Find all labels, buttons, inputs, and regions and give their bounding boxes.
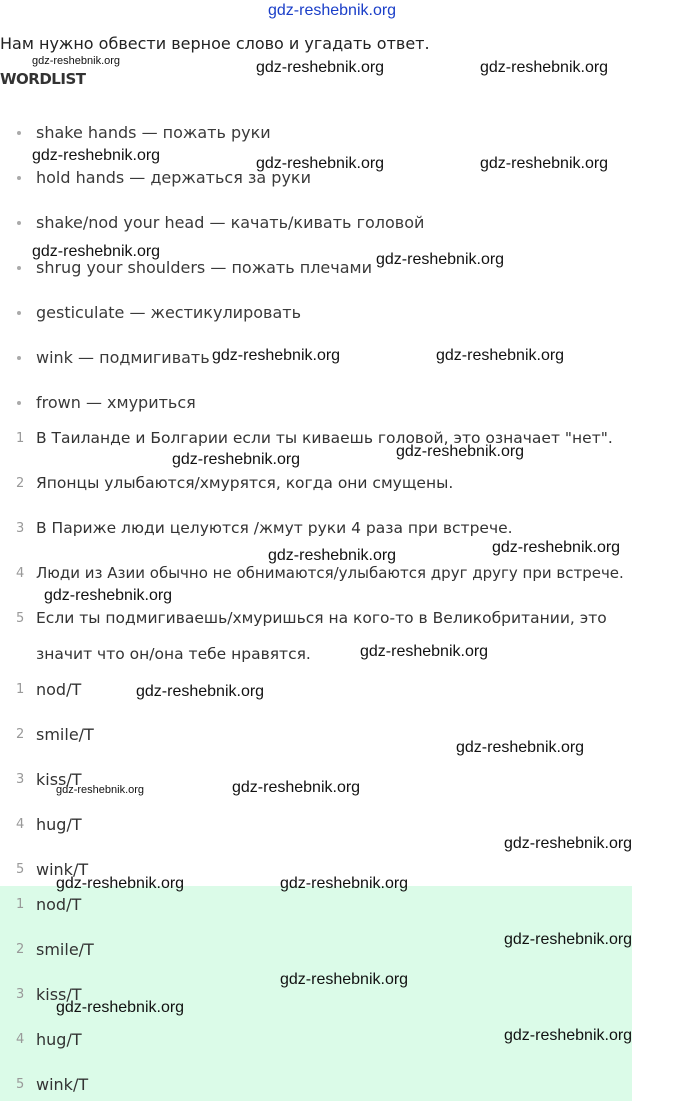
answer-number: 2 xyxy=(16,942,25,957)
wordlist-item: gesticulate — жестикулировать xyxy=(36,303,301,322)
watermark: gdz-reshebnik.org xyxy=(280,971,409,988)
answer-number: 3 xyxy=(16,772,25,787)
sentence-text-continued: значит что он/она тебе нравятся. xyxy=(36,645,311,663)
bullet-icon xyxy=(17,311,21,315)
answer-text: smile/T xyxy=(36,940,94,959)
bullet-icon xyxy=(17,401,21,405)
watermark: gdz-reshebnik.org xyxy=(44,587,173,604)
wordlist-item: hold hands — держаться за руки xyxy=(36,168,311,187)
sentence-number: 5 xyxy=(16,611,25,626)
answer-text: kiss/T xyxy=(36,985,82,1004)
bullet-icon xyxy=(17,176,21,180)
sentence-number: 1 xyxy=(16,431,25,446)
watermark: gdz-reshebnik.org xyxy=(504,835,633,852)
sentence-text: В Таиланде и Болгарии если ты киваешь головой, это означает "нет". xyxy=(36,429,613,447)
watermark: gdz-reshebnik.org xyxy=(396,443,525,460)
watermark: gdz-reshebnik.org xyxy=(32,243,161,260)
answer-number: 3 xyxy=(16,987,25,1002)
answer-text: wink/T xyxy=(36,1075,89,1094)
answer-panel-highlighted xyxy=(0,886,632,1101)
watermark: gdz-reshebnik.org xyxy=(32,147,161,164)
answer-text: hug/T xyxy=(36,1030,82,1049)
sentence-text: В Париже люди целуются /жмут руки 4 раза при встрече. xyxy=(36,519,513,537)
sentence-text: Если ты подмигиваешь/хмуришься на кого-то в Великобритании, это xyxy=(36,609,607,627)
answer-text: hug/T xyxy=(36,815,82,834)
bullet-icon xyxy=(17,356,21,360)
watermark: gdz-reshebnik.org xyxy=(456,739,585,756)
answer-number: 1 xyxy=(16,682,25,697)
watermark: gdz-reshebnik.org xyxy=(256,59,385,76)
watermark: gdz-reshebnik.org xyxy=(172,451,301,468)
watermark: gdz-reshebnik.org xyxy=(480,59,609,76)
answer-number: 4 xyxy=(16,817,25,832)
wordlist-heading: WORDLIST xyxy=(0,70,86,88)
watermark: gdz-reshebnik.org xyxy=(56,784,145,796)
answer-text: nod/T xyxy=(36,680,82,699)
wordlist-item: frown — хмуриться xyxy=(36,393,196,412)
answer-text: wink/T xyxy=(36,860,89,879)
watermark: gdz-reshebnik.org xyxy=(436,347,565,364)
site-header-link[interactable]: gdz-reshebnik.org xyxy=(268,2,397,19)
answer-number: 1 xyxy=(16,897,25,912)
bullet-icon xyxy=(17,266,21,270)
watermark: gdz-reshebnik.org xyxy=(32,55,121,67)
watermark: gdz-reshebnik.org xyxy=(376,251,505,268)
watermark: gdz-reshebnik.org xyxy=(256,155,385,172)
watermark: gdz-reshebnik.org xyxy=(492,539,621,556)
sentence-number: 2 xyxy=(16,476,25,491)
intro-text: Нам нужно обвести верное слово и угадать ответ. xyxy=(0,34,430,53)
watermark: gdz-reshebnik.org xyxy=(504,931,633,948)
watermark: gdz-reshebnik.org xyxy=(280,875,409,892)
wordlist-item: shake/nod your head — качать/кивать головой xyxy=(36,213,425,232)
sentence-number: 4 xyxy=(16,566,25,581)
sentence-text: Люди из Азии обычно не обнимаются/улыбаются друг другу при встрече. xyxy=(36,564,624,582)
sentence-text: Японцы улыбаются/хмурятся, когда они смущены. xyxy=(36,474,454,492)
watermark: gdz-reshebnik.org xyxy=(480,155,609,172)
bullet-icon xyxy=(17,131,21,135)
watermark: gdz-reshebnik.org xyxy=(268,547,397,564)
answer-text: nod/T xyxy=(36,895,82,914)
answer-text: kiss/T xyxy=(36,770,82,789)
watermark: gdz-reshebnik.org xyxy=(56,999,185,1016)
answer-number: 5 xyxy=(16,862,25,877)
watermark: gdz-reshebnik.org xyxy=(212,347,341,364)
bullet-icon xyxy=(17,221,21,225)
answer-number: 2 xyxy=(16,727,25,742)
watermark: gdz-reshebnik.org xyxy=(136,683,265,700)
answer-text: smile/T xyxy=(36,725,94,744)
answer-number: 4 xyxy=(16,1032,25,1047)
sentence-number: 3 xyxy=(16,521,25,536)
wordlist-item: shake hands — пожать руки xyxy=(36,123,271,142)
watermark: gdz-reshebnik.org xyxy=(232,779,361,796)
wordlist-item: shrug your shoulders — пожать плечами xyxy=(36,258,372,277)
watermark: gdz-reshebnik.org xyxy=(504,1027,633,1044)
answer-number: 5 xyxy=(16,1077,25,1092)
watermark: gdz-reshebnik.org xyxy=(56,875,185,892)
watermark: gdz-reshebnik.org xyxy=(360,643,489,660)
wordlist-item: wink — подмигивать xyxy=(36,348,210,367)
